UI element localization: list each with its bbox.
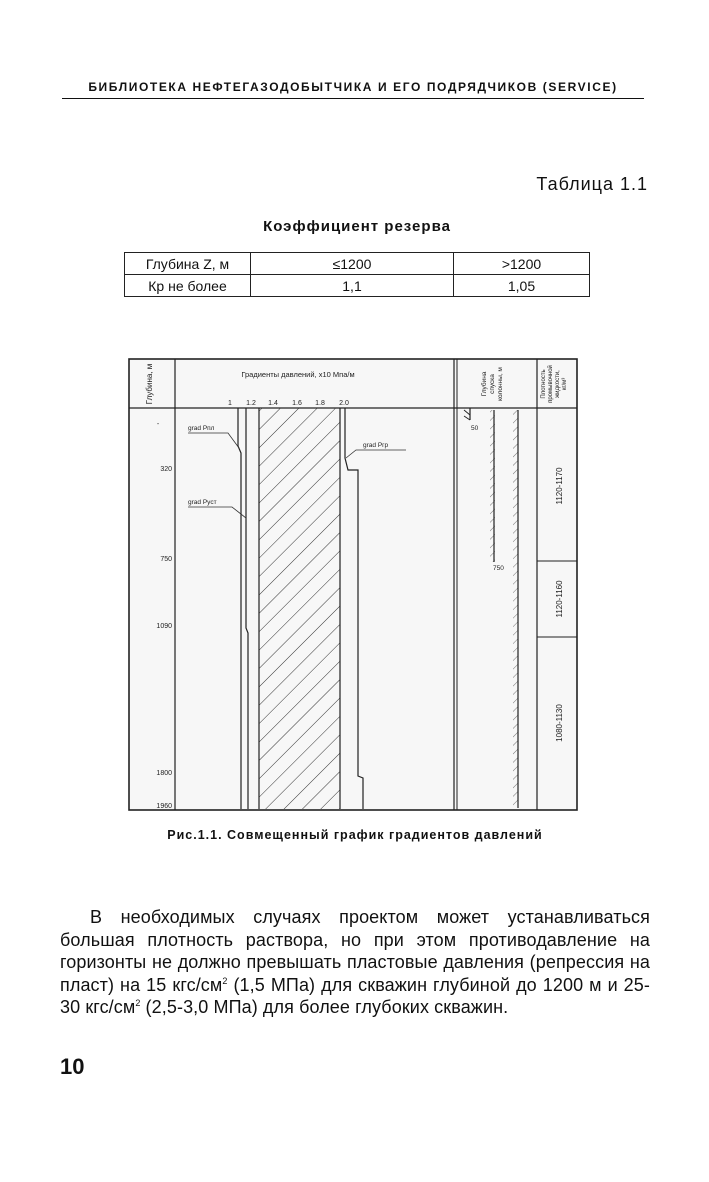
table-cell: Кр не более [125, 275, 251, 297]
depth-label: 1090 [156, 623, 172, 630]
density-header-line: кг/м³ [562, 377, 568, 391]
table-number: Таблица 1.1 [536, 174, 648, 194]
table-cell: >1200 [454, 253, 590, 275]
depth-label: 320 [160, 466, 172, 473]
depth-label: 1960 [156, 803, 172, 810]
casing-depth-label: 750 [493, 565, 504, 572]
fracture-gradient-label: grad Pгр [363, 442, 389, 449]
density-header-line: жидкости, [555, 370, 561, 398]
casing-header-line: колонны, м [497, 367, 504, 401]
density-header-line: промывочной [548, 365, 554, 403]
header-rule [62, 98, 644, 99]
table-row [125, 253, 590, 275]
density-range-label: 1120-1170 [555, 467, 564, 505]
gradient-tick-label: 1.4 [268, 400, 278, 407]
density-range-label: 1080-1130 [555, 704, 564, 742]
page-number: 10 [60, 1054, 85, 1079]
production-casing-hatch [513, 410, 518, 808]
gradient-tick-label: 1 [228, 400, 232, 407]
hatched-band [259, 408, 340, 809]
casing-header-line: спуска [489, 374, 496, 394]
pressure-gradient-figure [128, 358, 578, 811]
gradient-tick-label: 1.8 [315, 400, 325, 407]
stability-gradient-label: grad Pуст [188, 499, 217, 506]
gradient-column-header: Градиенты давлений, х10 Мпа/м [241, 370, 355, 379]
gradient-diagram [128, 358, 578, 811]
paragraph-segment: (2,5-3,0 МПа) для более глубоких скважин. [140, 997, 509, 1018]
body-paragraph [60, 906, 650, 1019]
figure-caption: Рис.1.1. Совмещенный график градиентов давлений [167, 828, 543, 842]
pore-gradient-label: grad Pпл [188, 425, 215, 432]
reserve-coefficient-table [124, 252, 590, 297]
table-cell: 1,1 [251, 275, 454, 297]
depth-top-dash: - [156, 421, 160, 428]
table-cell: Глубина Z, м [125, 253, 251, 275]
gradient-tick-label: 1.2 [246, 400, 256, 407]
depth-label: 1800 [156, 770, 172, 777]
depth-column-header: Глубина, м [145, 363, 154, 405]
paragraph-segment: В необходимых случаях проектом может устанавливаться большая плотность раствора, но при этом противодавление на горизонты не должно превышать пластовые давления (репрессия на пласт) на 15 кгс/см [60, 907, 650, 995]
table-cell: ≤1200 [251, 253, 454, 275]
table-title: Коэффициент резерва [263, 218, 451, 235]
casing-depth-label: 50 [471, 425, 479, 432]
gradient-tick-label: 2.0 [339, 400, 349, 407]
running-header: БИБЛИОТЕКА НЕФТЕГАЗОДОБЫТЧИКА И ЕГО ПОДРЯДЧИКОВ (SERVICE) [88, 80, 618, 94]
casing-header-line: Глубина [481, 371, 488, 397]
table-cell: 1,05 [454, 275, 590, 297]
density-header-line: Плотность [541, 369, 547, 399]
gradient-tick-label: 1.6 [292, 400, 302, 407]
superscript: 2 [222, 975, 228, 986]
table-row [125, 275, 590, 297]
depth-label: 750 [160, 556, 172, 563]
paragraph-text [60, 906, 650, 1019]
superscript: 2 [135, 998, 141, 1009]
paragraph-segment: (1,5 МПа) для скважин глубиной до 1200 м и 25-30 кгс/см [60, 974, 650, 1018]
density-range-label: 1120-1160 [555, 580, 564, 618]
